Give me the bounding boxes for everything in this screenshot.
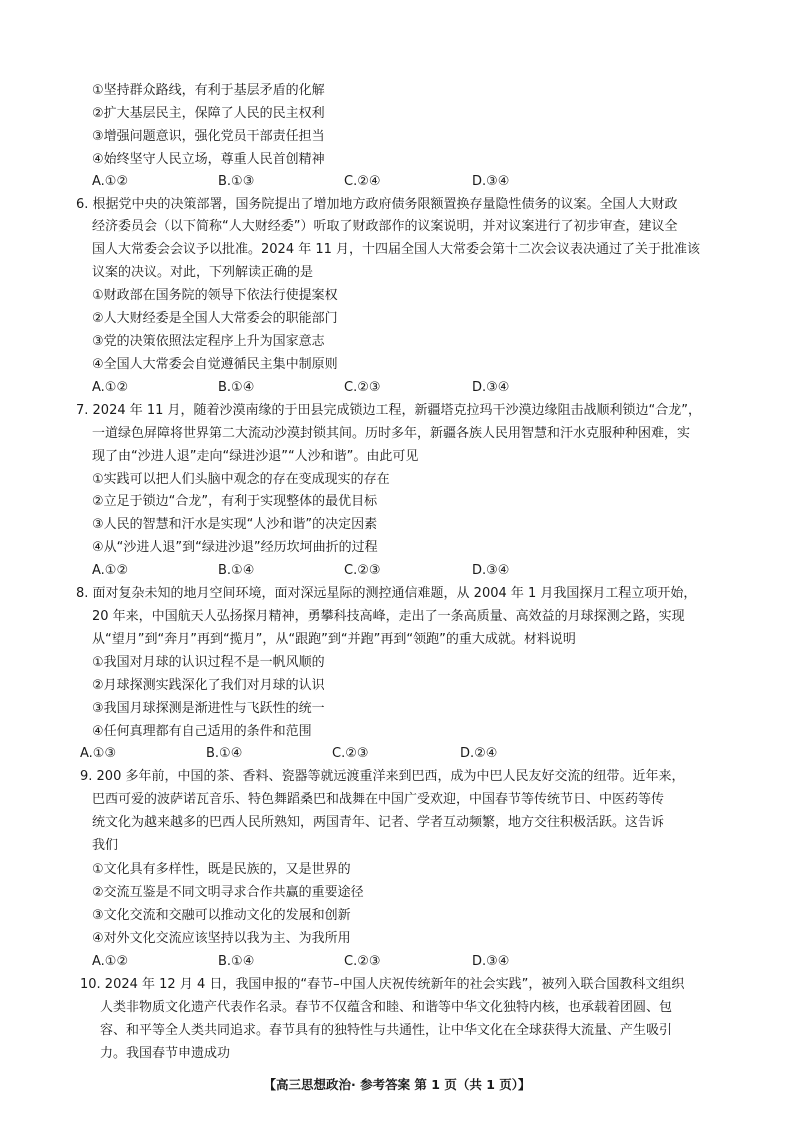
q5-choice-c[interactable]: C.②④ (344, 174, 381, 189)
q6-choice-c[interactable]: C.②③ (344, 380, 381, 395)
q9-option-1: ①文化具有多样性，既是民族的，又是世界的 (92, 862, 351, 877)
q5-choice-d[interactable]: D.③④ (472, 174, 510, 189)
q9-stem-line-3: 统文化为越来越多的巴西人民所熟知，两国青年、记者、学者互动频繁，地方交往积极活跃。这告诉 (92, 815, 665, 830)
q7-choice-c[interactable]: C.②③ (344, 563, 381, 578)
q7-choice-a[interactable]: A.①② (92, 563, 129, 578)
q7-option-1: ①实践可以把人们头脑中观念的存在变成现实的存在 (92, 472, 390, 487)
q10-stem-line-2: 人类非物质文化遗产代表作名录。春节不仅蕴含和睦、和谐等中华文化独特内核，也承载着团圆、包 (100, 1000, 673, 1015)
q9-choice-a[interactable]: A.①② (92, 954, 129, 969)
q7-stem-line-3: 现了由“沙进人退”走向“绿进沙退”“人沙和谐”。由此可见 (92, 449, 419, 464)
q6-stem-line-2: 经济委员会（以下简称“人大财经委”）听取了财政部作的议案说明，并对议案进行了初步审查，建议全 (92, 219, 678, 234)
q6-option-3: ③党的决策依照法定程序上升为国家意志 (92, 334, 325, 349)
q7-choice-d[interactable]: D.③④ (472, 563, 510, 578)
q7-choice-b[interactable]: B.①④ (218, 563, 255, 578)
q6-stem-line-1: 6. 根据党中央的决策部署，国务院提出了增加地方政府债务限额置换存量隐性债务的议案。全国人大财政 (76, 197, 678, 212)
q8-option-3: ③我国月球探测是渐进性与飞跃性的统一 (92, 701, 325, 716)
q10-stem-line-3: 容、和平等全人类共同追求。春节具有的独特性与共通性，让中华文化在全球获得大流量、产生吸引 (100, 1023, 673, 1038)
q5-option-2: ②扩大基层民主，保障了人民的民主权利 (92, 106, 325, 121)
q5-option-3: ③增强问题意识，强化党员干部责任担当 (92, 129, 325, 144)
q6-choice-b[interactable]: B.①④ (218, 380, 255, 395)
q6-option-2: ②人大财经委是全国人大常委会的职能部门 (92, 311, 338, 326)
q10-stem-line-1: 10. 2024 年 12 月 4 日，我国申报的“春节–中国人庆祝传统新年的社会实践”，被列入联合国教科文组织 (80, 977, 685, 992)
q9-choice-c[interactable]: C.②③ (344, 954, 381, 969)
q9-option-2: ②交流互鉴是不同文明寻求合作共赢的重要途径 (92, 885, 364, 900)
q8-stem-line-2: 20 年来，中国航天人弘扬探月精神，勇攀科技高峰，走出了一条高质量、高效益的月球探测之路，实现 (92, 609, 685, 624)
q6-stem-line-3: 国人大常委会会议予以批准。2024 年 11 月，十四届全国人大常委会第十二次会议表决通过了关于批准该 (92, 242, 701, 257)
q9-stem-line-2: 巴西可爱的波萨诺瓦音乐、特色舞蹈桑巴和战舞在中国广受欢迎，中国春节等传统节日、中医药等传 (92, 792, 665, 807)
q5-option-4: ④始终坚守人民立场，尊重人民首创精神 (92, 152, 325, 167)
q5-choice-b[interactable]: B.①③ (218, 174, 255, 189)
q8-stem-line-3: 从“望月”到“奔月”再到“揽月”，从“跟跑”到“并跑”再到“领跑”的重大成就。材料说明 (92, 632, 576, 647)
q8-stem-line-1: 8. 面对复杂未知的地月空间环境，面对深远星际的测控通信难题，从 2004 年 1 月我国探月工程立项开始， (76, 586, 697, 601)
q6-choice-a[interactable]: A.①② (92, 380, 129, 395)
q8-choice-c[interactable]: C.②③ (332, 746, 369, 761)
q6-option-4: ④全国人大常委会自觉遵循民主集中制原则 (92, 357, 338, 372)
q6-choice-d[interactable]: D.③④ (472, 380, 510, 395)
q8-option-2: ②月球探测实践深化了我们对月球的认识 (92, 678, 325, 693)
q7-option-4: ④从“沙进人退”到“绿进沙退”经历坎坷曲折的过程 (92, 540, 378, 555)
q8-option-4: ④任何真理都有自己适用的条件和范围 (92, 724, 312, 739)
q6-option-1: ①财政部在国务院的领导下依法行使提案权 (92, 288, 338, 303)
q9-option-4: ④对外文化交流应该坚持以我为主、为我所用 (92, 931, 351, 946)
q7-stem-line-1: 7. 2024 年 11 月，随着沙漠南缘的于田县完成锁边工程，新疆塔克拉玛干沙漠边缘阻击战顺利锁边“合龙”， (76, 403, 702, 418)
q9-option-3: ③文化交流和交融可以推动文化的发展和创新 (92, 908, 351, 923)
q6-stem-line-4: 议案的决议。对此，下列解读正确的是 (92, 265, 314, 280)
q5-choice-a[interactable]: A.①② (92, 174, 129, 189)
q9-stem-line-4: 我们 (92, 838, 119, 853)
q8-choice-d[interactable]: D.②④ (460, 746, 498, 761)
q10-stem-line-4: 力。我国春节申遗成功 (100, 1046, 231, 1061)
q9-stem-line-1: 9. 200 多年前，中国的茶、香料、瓷器等就远渡重洋来到巴西，成为中巴人民友好交流的纽带。近年来， (80, 769, 685, 784)
q9-choice-d[interactable]: D.③④ (472, 954, 510, 969)
q5-option-1: ①坚持群众路线，有利于基层矛盾的化解 (92, 83, 325, 98)
q7-option-3: ③人民的智慧和汗水是实现“人沙和谐”的决定因素 (92, 517, 378, 532)
q7-option-2: ②立足于锁边“合龙”，有利于实现整体的最优目标 (92, 494, 378, 509)
q8-choice-a[interactable]: A.①③ (80, 746, 117, 761)
q8-option-1: ①我国对月球的认识过程不是一帆风顺的 (92, 655, 325, 670)
q9-choice-b[interactable]: B.①④ (218, 954, 255, 969)
q8-choice-b[interactable]: B.①④ (206, 746, 243, 761)
q7-stem-line-2: 一道绿色屏障将世界第二大流动沙漠封锁其间。历时多年，新疆各族人民用智慧和汗水克服种种困难，实 (92, 426, 691, 441)
page-footer: 【高三思想政治· 参考答案 第 1 页（共 1 页）】 (263, 1077, 531, 1092)
